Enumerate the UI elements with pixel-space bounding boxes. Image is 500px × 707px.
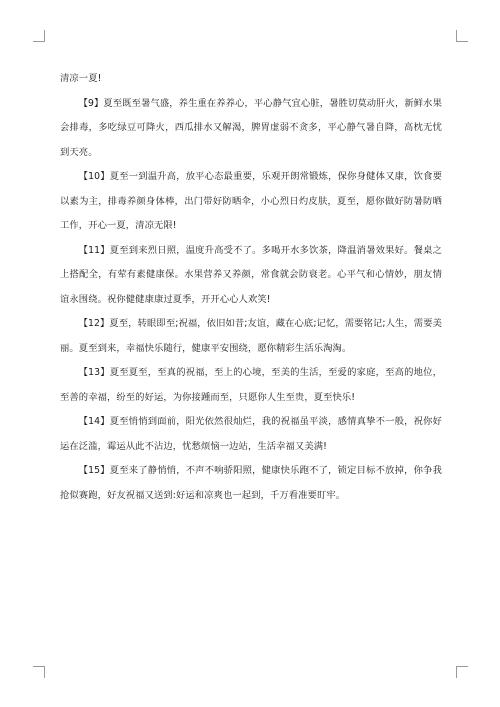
paragraph-14: 【14】夏至悄悄到面前，阳光依然很灿烂，我的祝福虽平淡，感情真挚不一般，祝你好运在泛滥，霉运从此不沾边，忧愁烦恼一边站，生活幸福又美满! xyxy=(60,416,442,452)
paragraph-12: 【12】夏至，转眼即至;祝福，依旧如昔;友谊，藏在心底;记忆，需要铭记;人生，需要美丽。夏至到来，幸福快乐随行，健康平安围绕，愿你精彩生活乐淘淘。 xyxy=(60,318,442,354)
paragraph-10: 【10】夏至一到温升高，放平心态最重要，乐观开朗常锻炼，保你身健体又康，饮食要以素为主，排毒养颜身体棒，出门带好防晒伞，小心烈日灼皮肤，夏至，愿你做好防暑防晒工作，开心一夏，清凉无限! xyxy=(60,171,442,231)
paragraph-13: 【13】夏至夏至，至真的祝福，至上的心境，至美的生活，至爱的家庭，至高的地位，至善的幸福，纷至的好运，为你接踵而至，只愿你人生至贵，夏至快乐! xyxy=(60,367,442,403)
crop-mark-bottom-right xyxy=(456,666,468,678)
document-body xyxy=(60,67,442,508)
crop-mark-top-right xyxy=(456,30,468,42)
paragraph-15: 【15】夏至来了静悄悄，不声不响骄阳照，健康快乐跑不了，锁定目标不放掉，你争我抢似赛跑，好友祝福又送到:好运和凉爽也一起到，千万看准要盯牢。 xyxy=(60,465,442,501)
paragraph-11: 【11】夏至到来烈日照，温度升高受不了。多喝开水多饮茶，降温消暑效果好。餐桌之上搭配全，有荤有素健康保。水果营养又养颜，常食就会防衰老。心平气和心情妙，朋友情谊永围绕。祝你健健康康过夏季，开开心心人欢笑! xyxy=(60,244,442,305)
crop-mark-top-left xyxy=(33,30,45,42)
paragraph-continuation: 清凉一夏! xyxy=(60,73,102,84)
crop-mark-bottom-left xyxy=(33,666,45,678)
paragraph-9: 【9】夏至既至暑气盛，养生重在养养心，平心静气宜心脏，暑胜切莫动肝火，新鲜水果会排毒，多吃绿豆可降火，西瓜排水又解渴，脾胃虚弱不贪多，平心静气暑自降，高枕无忧到天亮。 xyxy=(60,97,442,158)
